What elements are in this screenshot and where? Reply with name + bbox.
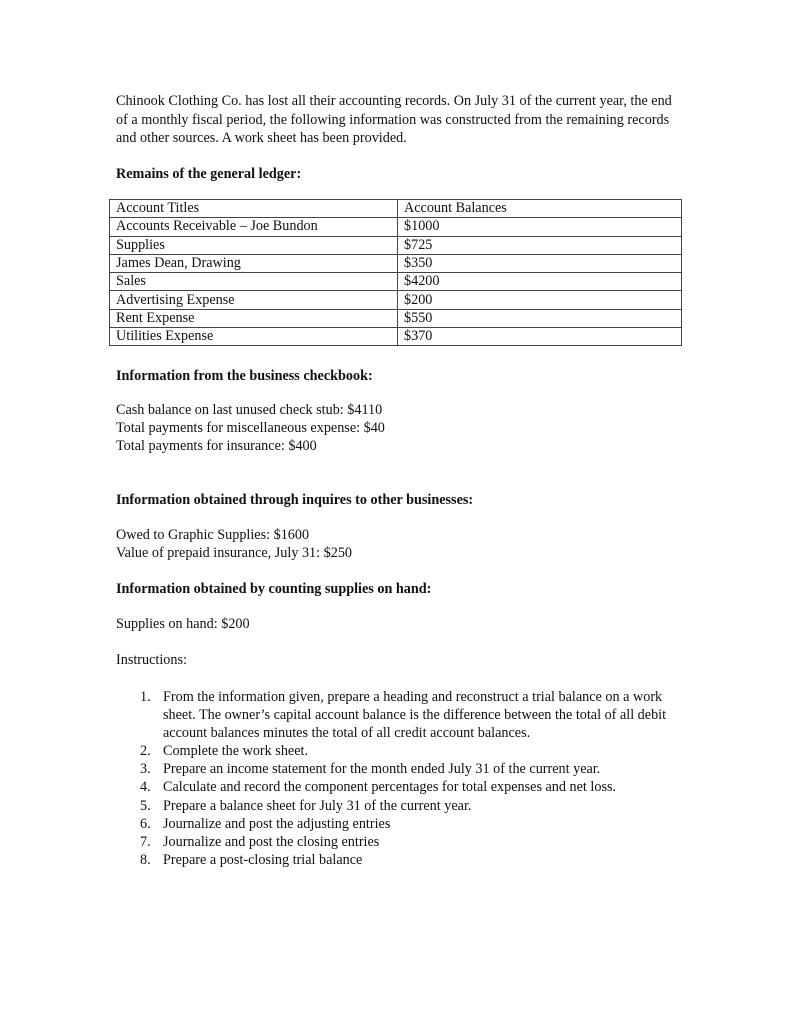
ledger-heading: Remains of the general ledger: [116,166,302,182]
account-title-cell: Supplies [110,236,398,254]
general-ledger-table [109,199,682,346]
column-header-account-titles: Account Titles [110,200,398,218]
list-item-text: From the information given, prepare a heading and reconstruct a trial balance on a work sheet. The owner’s capital account balance is the difference between the total of all debit account balances minutes the total of all credit account balances. [163,689,667,742]
list-item-text: Complete the work sheet. [163,743,308,760]
account-balance-cell: $550 [398,309,682,327]
table-row [110,309,682,327]
account-balance-cell: $200 [398,291,682,309]
supplies-count-line: Supplies on hand: $200 [116,616,250,632]
list-item-text: Journalize and post the closing entries [163,833,380,850]
list-item-number: 2. [140,743,151,760]
table-row [110,236,682,254]
list-item [140,760,680,778]
list-item [140,778,680,796]
table-header-row [110,200,682,218]
checkbook-line: Cash balance on last unused check stub: $4110 [116,402,383,418]
list-item-text: Journalize and post the adjusting entries [163,815,391,832]
checkbook-info [116,401,385,456]
list-item-text: Prepare an income statement for the month ended July 31 of the current year. [163,761,601,778]
list-item-number: 7. [140,833,151,850]
account-title-cell: Rent Expense [110,309,398,327]
inquiries-info [116,526,352,562]
list-item [140,797,680,815]
table-row [110,328,682,346]
account-title-cell: Accounts Receivable – Joe Bundon [110,218,398,236]
supplies-count-info [116,615,250,633]
account-title-cell: James Dean, Drawing [110,254,398,272]
table-row [110,291,682,309]
supplies-count-heading: Information obtained by counting supplies on hand: [116,581,432,597]
list-item-text: Calculate and record the component percentages for total expenses and net loss. [163,779,617,796]
list-item [140,742,680,760]
list-item-number: 6. [140,815,151,832]
list-item-number: 8. [140,851,151,868]
checkbook-heading: Information from the business checkbook: [116,368,373,384]
table-row [110,218,682,236]
list-item [140,815,680,833]
column-header-account-balances: Account Balances [398,200,682,218]
inquiries-line: Value of prepaid insurance, July 31: $250 [116,545,353,562]
inquiries-heading: Information obtained through inquires to other businesses: [116,492,474,508]
instructions-label: Instructions: [116,652,187,668]
list-item-text: Prepare a post-closing trial balance [163,851,363,868]
account-balance-cell: $4200 [398,273,682,291]
list-item [140,833,680,851]
account-balance-cell: $1000 [398,218,682,236]
account-balance-cell: $725 [398,236,682,254]
account-balance-cell: $350 [398,254,682,272]
intro-paragraph: Chinook Clothing Co. has lost all their accounting records. On July 31 of the current year, the end of a monthly fiscal period, the following information was constructed from the remaining records and other sources. A work sheet has been provided. [116,93,672,146]
checkbook-line: Total payments for miscellaneous expense: $40 [116,420,385,437]
account-balance-cell: $370 [398,328,682,346]
list-item-number: 3. [140,761,151,778]
checkbook-line: Total payments for insurance: $400 [116,438,317,455]
table-row [110,254,682,272]
account-title-cell: Sales [110,273,398,291]
table-row [110,273,682,291]
list-item [140,688,680,742]
instructions-list [140,688,680,869]
list-item-number: 4. [140,779,151,796]
account-title-cell: Utilities Expense [110,328,398,346]
list-item-number: 1. [140,689,151,705]
list-item-number: 5. [140,797,151,814]
inquiries-line: Owed to Graphic Supplies: $1600 [116,527,310,543]
list-item [140,851,680,869]
account-title-cell: Advertising Expense [110,291,398,309]
list-item-text: Prepare a balance sheet for July 31 of the current year. [163,797,472,814]
